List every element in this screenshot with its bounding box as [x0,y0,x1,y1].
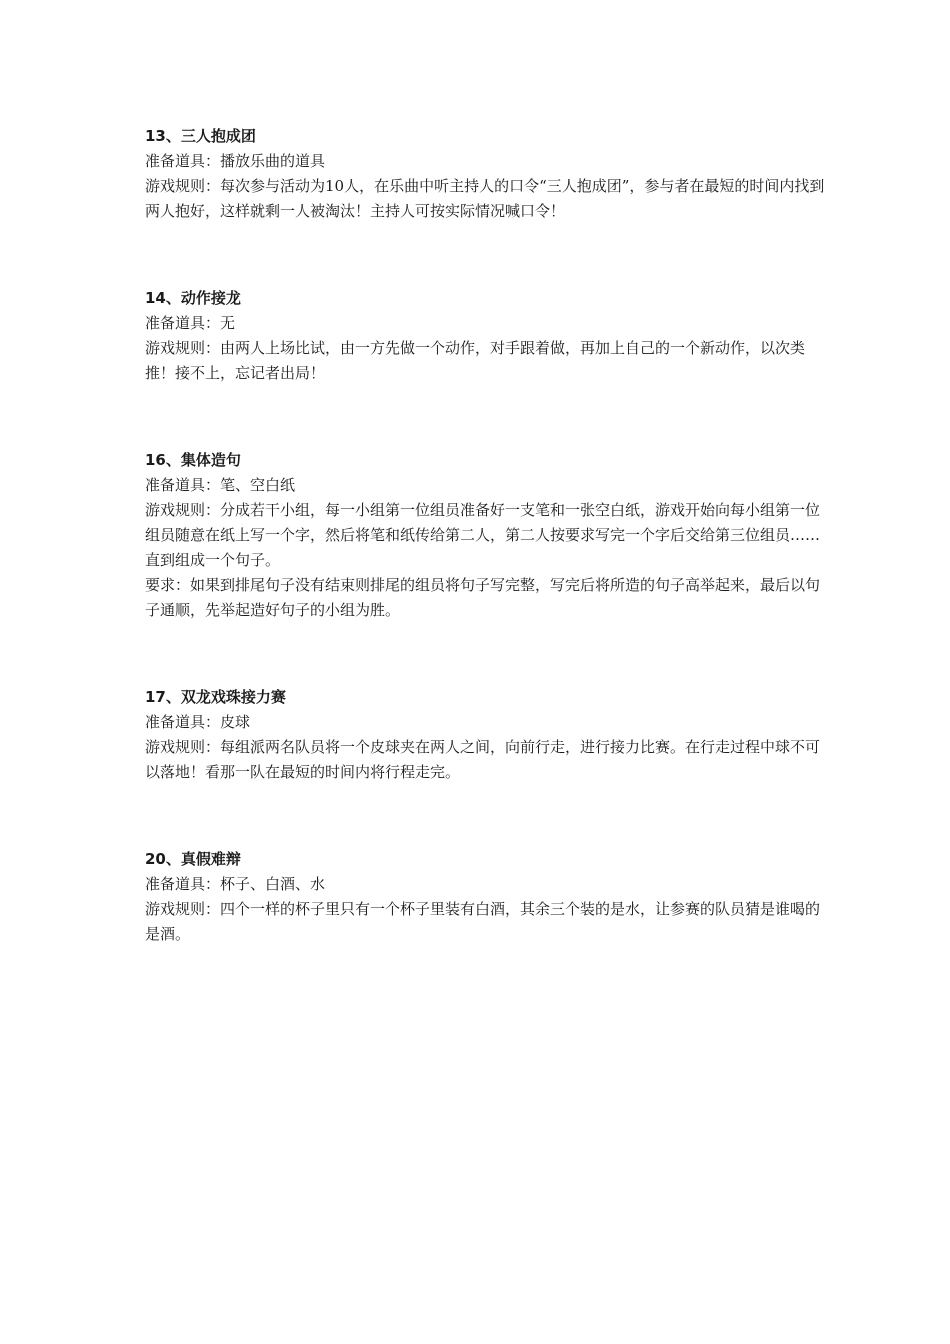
game-title: 17、双龙戏珠接力赛 [145,688,286,706]
game-rules: 游戏规则：每组派两名队员将一个皮球夹在两人之间，向前行走，进行接力比赛。在行走过程中球不可以落地！看那一队在最短的时间内将行程走完。 [145,738,821,781]
game-rules: 游戏规则：四个一样的杯子里只有一个杯子里装有白酒，其余三个装的是水，让参赛的队员猜是谁喝的是酒。 [145,900,821,943]
document-page [145,124,825,1009]
game-title: 14、动作接龙 [145,289,241,307]
game-16 [145,448,825,623]
game-17 [145,685,825,785]
game-rules: 游戏规则：每次参与活动为10人，在乐曲中听主持人的口令“三人抱成团”，参与者在最短的时间内找到两人抱好，这样就剩一人被淘汰！主持人可按实际情况喊口令！ [145,177,825,220]
game-14 [145,286,825,386]
game-rules: 游戏规则：分成若干小组，每一小组第一位组员准备好一支笔和一张空白纸，游戏开始向每小组第一位组员随意在纸上写一个字，然后将笔和纸传给第二人，第二人按要求写完一个字后交给第三位组员……直到组成一个句子。 [145,501,821,569]
game-props: 准备道具：皮球 [145,713,251,731]
game-props: 准备道具：笔、空白纸 [145,476,296,494]
game-props: 准备道具：无 [145,314,236,332]
game-title: 13、三人抱成团 [145,127,256,145]
game-13 [145,124,825,224]
game-props: 准备道具：播放乐曲的道具 [145,152,326,170]
game-requirement: 要求：如果到排尾句子没有结束则排尾的组员将句子写完整，写完后将所造的句子高举起来，最后以句子通顺，先举起造好句子的小组为胜。 [145,576,821,619]
game-props: 准备道具：杯子、白酒、水 [145,875,326,893]
game-20 [145,847,825,947]
game-rules: 游戏规则：由两人上场比试，由一方先做一个动作，对手跟着做，再加上自己的一个新动作，以次类推！接不上，忘记者出局！ [145,339,806,382]
game-title: 16、集体造句 [145,451,241,469]
game-title: 20、真假难辩 [145,850,241,868]
